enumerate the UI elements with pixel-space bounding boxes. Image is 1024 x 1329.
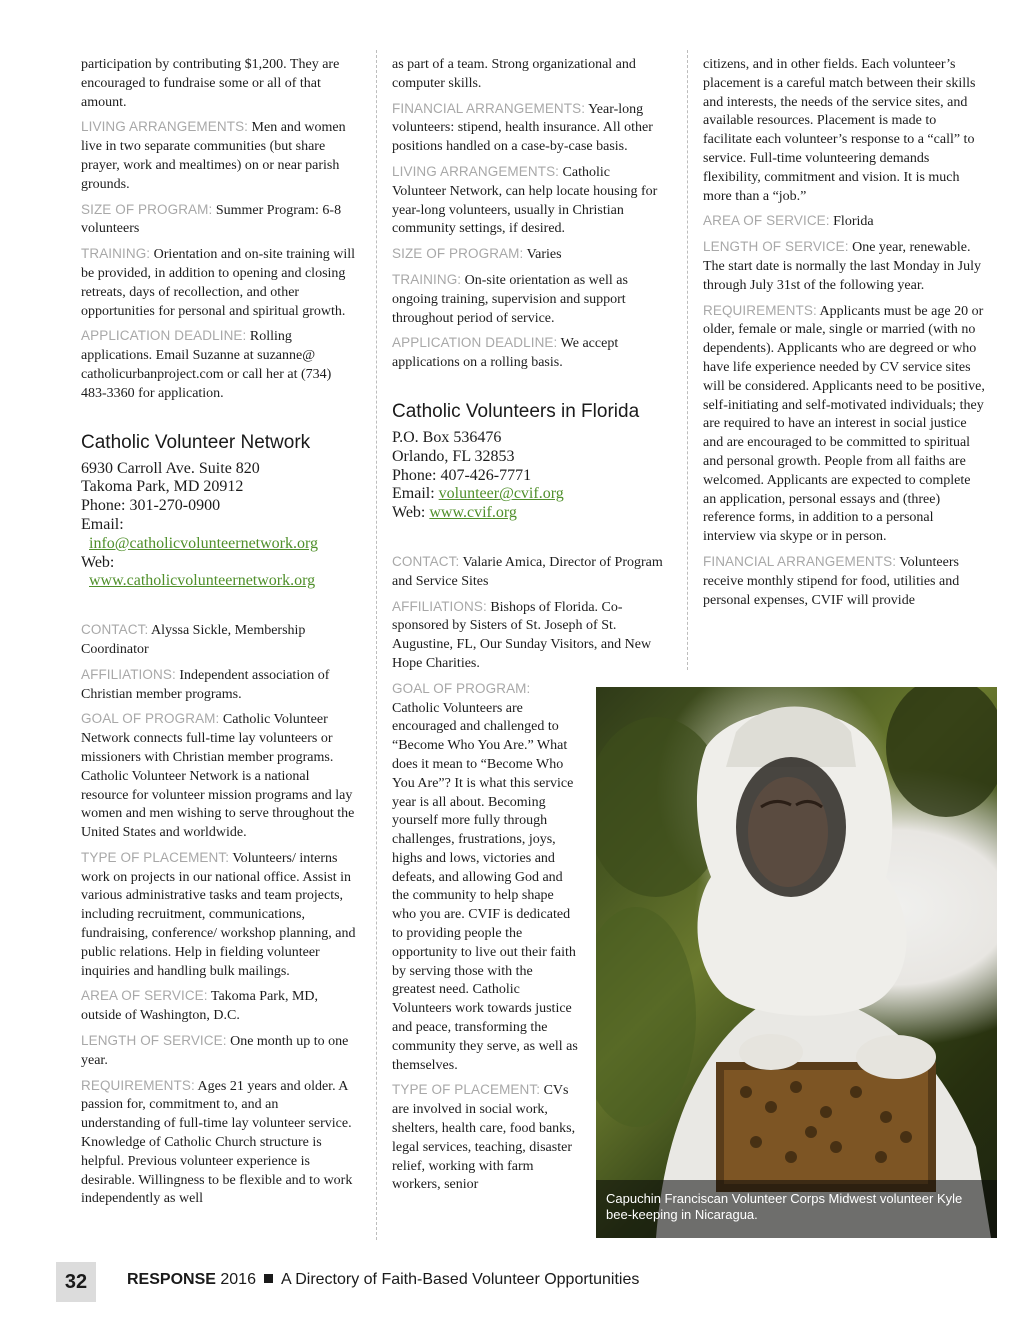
entry-text: Valarie Amica, Director of Program and Service Sites bbox=[392, 554, 663, 589]
entry-text: Takoma Park, MD, outside of Washington, D.C. bbox=[81, 989, 319, 1024]
web-label: Web: bbox=[81, 553, 115, 571]
entry-label: LIVING ARRANGEMENTS: bbox=[81, 119, 249, 135]
directory-entry bbox=[703, 238, 985, 295]
entry-label: SIZE OF PROGRAM: bbox=[81, 201, 213, 217]
directory-entry bbox=[81, 849, 359, 982]
entry-label: FINANCIAL ARRANGEMENTS: bbox=[392, 100, 586, 116]
phone-line: Phone: 301-270-0900 bbox=[81, 497, 221, 515]
entry-text: Orientation and on-site training will be provided, in addition to opening and closing retreats, days of recollection, and other opportunities for personal and spiritual growth. bbox=[81, 247, 356, 319]
page-footer bbox=[56, 1262, 1016, 1302]
entry-list bbox=[81, 118, 359, 403]
entry-list bbox=[392, 100, 664, 373]
entry-label: TRAINING: bbox=[392, 271, 462, 287]
entry-text: Applicants must be age 20 or older, female or male, single or married (with no dependents). Applicants who are degreed or who have life experience needed by CV service sites will be considered. Applicants need to be positive, self-initiating and self-motivated individuals; they are required to have an interest in social justice and are encouraged to be committed to spiritual and personal growth. People from all faiths are welcomed. Applicants are expected to complete an application, personal essays and (three) reference forms, in addition to a personal interview via skype or in person. bbox=[703, 303, 985, 545]
directory-entry bbox=[392, 245, 664, 265]
column-divider bbox=[687, 50, 688, 670]
continued-text: participation by contributing $1,200. They are encouraged to fundraise some or all of that amount. bbox=[81, 57, 340, 110]
entry-text: Volunteers receive monthly stipend for food, utilities and personal expenses, CVIF will provide bbox=[703, 554, 960, 608]
entry-list bbox=[392, 680, 578, 1196]
entry-label: GOAL OF PROGRAM: bbox=[392, 680, 531, 696]
entry-label: TYPE OF PLACEMENT: bbox=[81, 849, 230, 865]
email-label: Email: bbox=[81, 515, 124, 533]
directory-entry bbox=[392, 163, 664, 239]
entry-text: Bishops of Florida. Co-sponsored by Sisters of St. Joseph of St. Augustine, FL, Our Sunday Visitors, and New Hope Charities. bbox=[392, 599, 652, 671]
entry-label: LIVING ARRANGEMENTS: bbox=[392, 163, 560, 179]
phone-line: Phone: 407-426-7771 bbox=[392, 466, 532, 484]
footer-title bbox=[127, 1271, 639, 1289]
entry-label: LENGTH OF SERVICE: bbox=[81, 1033, 227, 1049]
entry-text: Catholic Volunteer Network, can help locate housing for year-long volunteers, usually in Christian community settings, if desired. bbox=[392, 164, 658, 237]
entry-label: AFFILIATIONS: bbox=[392, 598, 487, 614]
continued-text: citizens, and in other fields. Each volunteer’s placement is a careful match between their skills and interests, the needs of the service sites, and available resources. Placement is made to facilitate each volunteer’s response to a “call” to service. Full-time volunteering demands flexibility, commitment and vision. It is much more than a “job.” bbox=[703, 57, 976, 204]
directory-entry bbox=[392, 271, 664, 328]
entry-text: Catholic Volunteer Network connects full-time lay volunteers or missioners with Christian member programs. Catholic Volunteer Network is a national resource for volunteer mission programs and lay women and men wishing to serve throughout the United States and worldwide. bbox=[81, 712, 355, 841]
directory-entry bbox=[81, 1032, 359, 1071]
directory-entry bbox=[392, 553, 664, 592]
beekeeper-photo bbox=[596, 687, 997, 1238]
web-label: Web: bbox=[392, 504, 426, 522]
entry-label: CONTACT: bbox=[392, 553, 460, 569]
beekeeper-illustration bbox=[596, 687, 997, 1238]
entry-text: CVs are involved in social work, shelters, health care, food banks, legal services, teaching, disaster relief, working with farm workers, senior bbox=[392, 1083, 576, 1193]
entry-text: Catholic Volunteers are encouraged and challenged to “Become Who You Are.” What does it mean to “Become Who You Are”? It is what this service year is all about. Becoming yourself more fully through challenges, frustrations, joys, highs and lows, victories and defeats, and allowing God and the community to help shape who you are. CVIF is dedicated to providing people the opportunity to live out their faith by serving those with the greatest need. Catholic Volunteers work towards justice and peace, transforming the community they serve, as well as themselves. bbox=[392, 700, 578, 1073]
email-label: Email: bbox=[392, 485, 435, 503]
directory-entry bbox=[392, 334, 664, 373]
column-1 bbox=[81, 56, 359, 1215]
entry-label: CONTACT: bbox=[81, 622, 149, 638]
column-3 bbox=[703, 56, 985, 616]
entry-label: TRAINING: bbox=[81, 246, 151, 262]
entry-text: Year-long volunteers: stipend, health insurance. All other positions handled on a case-by-case basis. bbox=[392, 101, 653, 155]
entry-text: Independent association of Christian member programs. bbox=[81, 667, 330, 702]
address-line: P.O. Box 536476 bbox=[392, 428, 502, 446]
photo-caption: Capuchin Franciscan Volunteer Corps Midwest volunteer Kyle bee-keeping in Nicaragua. bbox=[596, 1180, 997, 1238]
email-link[interactable]: info@catholicvolunteernetwork.org bbox=[89, 534, 319, 552]
entry-text: Volunteers/ interns work on projects in our national office. Assist in various administrative tasks and team projects, including recruitment, communications, fundraising, conference/ workshop planning, and public relations. Help in fielding volunteer inquiries and handling bulk mailings. bbox=[81, 850, 356, 979]
continued-text: as part of a team. Strong organizational and computer skills. bbox=[392, 57, 636, 91]
entry-text: We accept applications on a rolling basis. bbox=[392, 336, 619, 371]
web-link[interactable]: www.cvif.org bbox=[429, 504, 517, 522]
entry-list bbox=[703, 212, 985, 610]
entry-text: On-site orientation as well as ongoing training, supervision and support throughout period of service. bbox=[392, 272, 628, 326]
entry-label: SIZE OF PROGRAM: bbox=[392, 246, 524, 262]
entry-list bbox=[81, 621, 359, 1209]
entry-text: Men and women live in two separate communities (but share prayer, work and mealtimes) on or near parish grounds. bbox=[81, 120, 346, 192]
directory-entry bbox=[392, 1081, 578, 1195]
directory-entry bbox=[703, 212, 985, 232]
directory-entry bbox=[392, 598, 664, 674]
directory-entry bbox=[392, 680, 578, 1076]
entry-list bbox=[392, 553, 664, 674]
entry-text: Ages 21 years and older. A passion for, commitment to, and an understanding of full-time lay volunteer service. Knowledge of Catholic Church structure is helpful. Previous volunteer experience is desirable. Willingness to be flexible and to work independently as well bbox=[81, 1078, 353, 1207]
entry-text: Summer Program: 6-8 volunteers bbox=[81, 202, 342, 237]
publication-year: 2016 bbox=[220, 1271, 256, 1288]
entry-text: One month up to one year. bbox=[81, 1034, 349, 1068]
entry-label: FINANCIAL ARRANGEMENTS: bbox=[703, 553, 897, 569]
directory-entry bbox=[81, 245, 359, 321]
entry-text: Rolling applications. Email Suzanne at suzanne@ catholicurbanproject.com or call her at (734) 483-3360 for application. bbox=[81, 329, 332, 401]
organization-address bbox=[392, 429, 664, 523]
directory-entry bbox=[81, 666, 359, 705]
page-number: 32 bbox=[56, 1262, 96, 1302]
organization-name: Catholic Volunteers in Florida bbox=[392, 400, 640, 422]
address-line: Takoma Park, MD 20912 bbox=[81, 478, 244, 496]
entry-label: AREA OF SERVICE: bbox=[81, 988, 208, 1004]
entry-label: REQUIREMENTS: bbox=[703, 302, 817, 318]
entry-label: GOAL OF PROGRAM: bbox=[81, 711, 220, 727]
directory-entry bbox=[392, 100, 664, 157]
entry-label: APPLICATION DEADLINE: bbox=[81, 328, 247, 344]
directory-entry bbox=[81, 1077, 359, 1210]
address-line: Orlando, FL 32853 bbox=[392, 447, 515, 465]
entry-label: AFFILIATIONS: bbox=[81, 666, 176, 682]
organization-name: Catholic Volunteer Network bbox=[81, 431, 311, 453]
address-line: 6930 Carroll Ave. Suite 820 bbox=[81, 459, 260, 477]
entry-label: LENGTH OF SERVICE: bbox=[703, 239, 849, 255]
entry-label: REQUIREMENTS: bbox=[81, 1077, 195, 1093]
directory-entry bbox=[81, 201, 359, 240]
web-link[interactable]: www.catholicvolunteernetwork.org bbox=[89, 572, 316, 590]
entry-text: One year, renewable. The start date is normally the last Monday in July through July 31st of the following year. bbox=[703, 240, 982, 293]
organization-address bbox=[81, 460, 359, 592]
directory-entry bbox=[81, 621, 359, 660]
directory-entry bbox=[703, 302, 985, 547]
entry-label: TYPE OF PLACEMENT: bbox=[392, 1082, 541, 1098]
entry-text: Alyssa Sickle, Membership Coordinator bbox=[81, 623, 306, 657]
column-divider bbox=[376, 50, 377, 1240]
directory-entry bbox=[81, 327, 359, 403]
email-link[interactable]: volunteer@cvif.org bbox=[438, 485, 564, 503]
publication-name: RESPONSE bbox=[127, 1271, 216, 1288]
entry-label: AREA OF SERVICE: bbox=[703, 213, 830, 229]
directory-entry bbox=[703, 553, 985, 610]
directory-entry bbox=[81, 118, 359, 194]
entry-text: Florida bbox=[833, 214, 874, 230]
square-bullet-icon bbox=[264, 1274, 273, 1283]
entry-label: APPLICATION DEADLINE: bbox=[392, 335, 558, 351]
entry-text: Varies bbox=[526, 247, 562, 263]
directory-entry bbox=[81, 987, 359, 1026]
publication-tagline: A Directory of Faith-Based Volunteer Opportunities bbox=[280, 1271, 640, 1288]
directory-entry bbox=[81, 710, 359, 843]
